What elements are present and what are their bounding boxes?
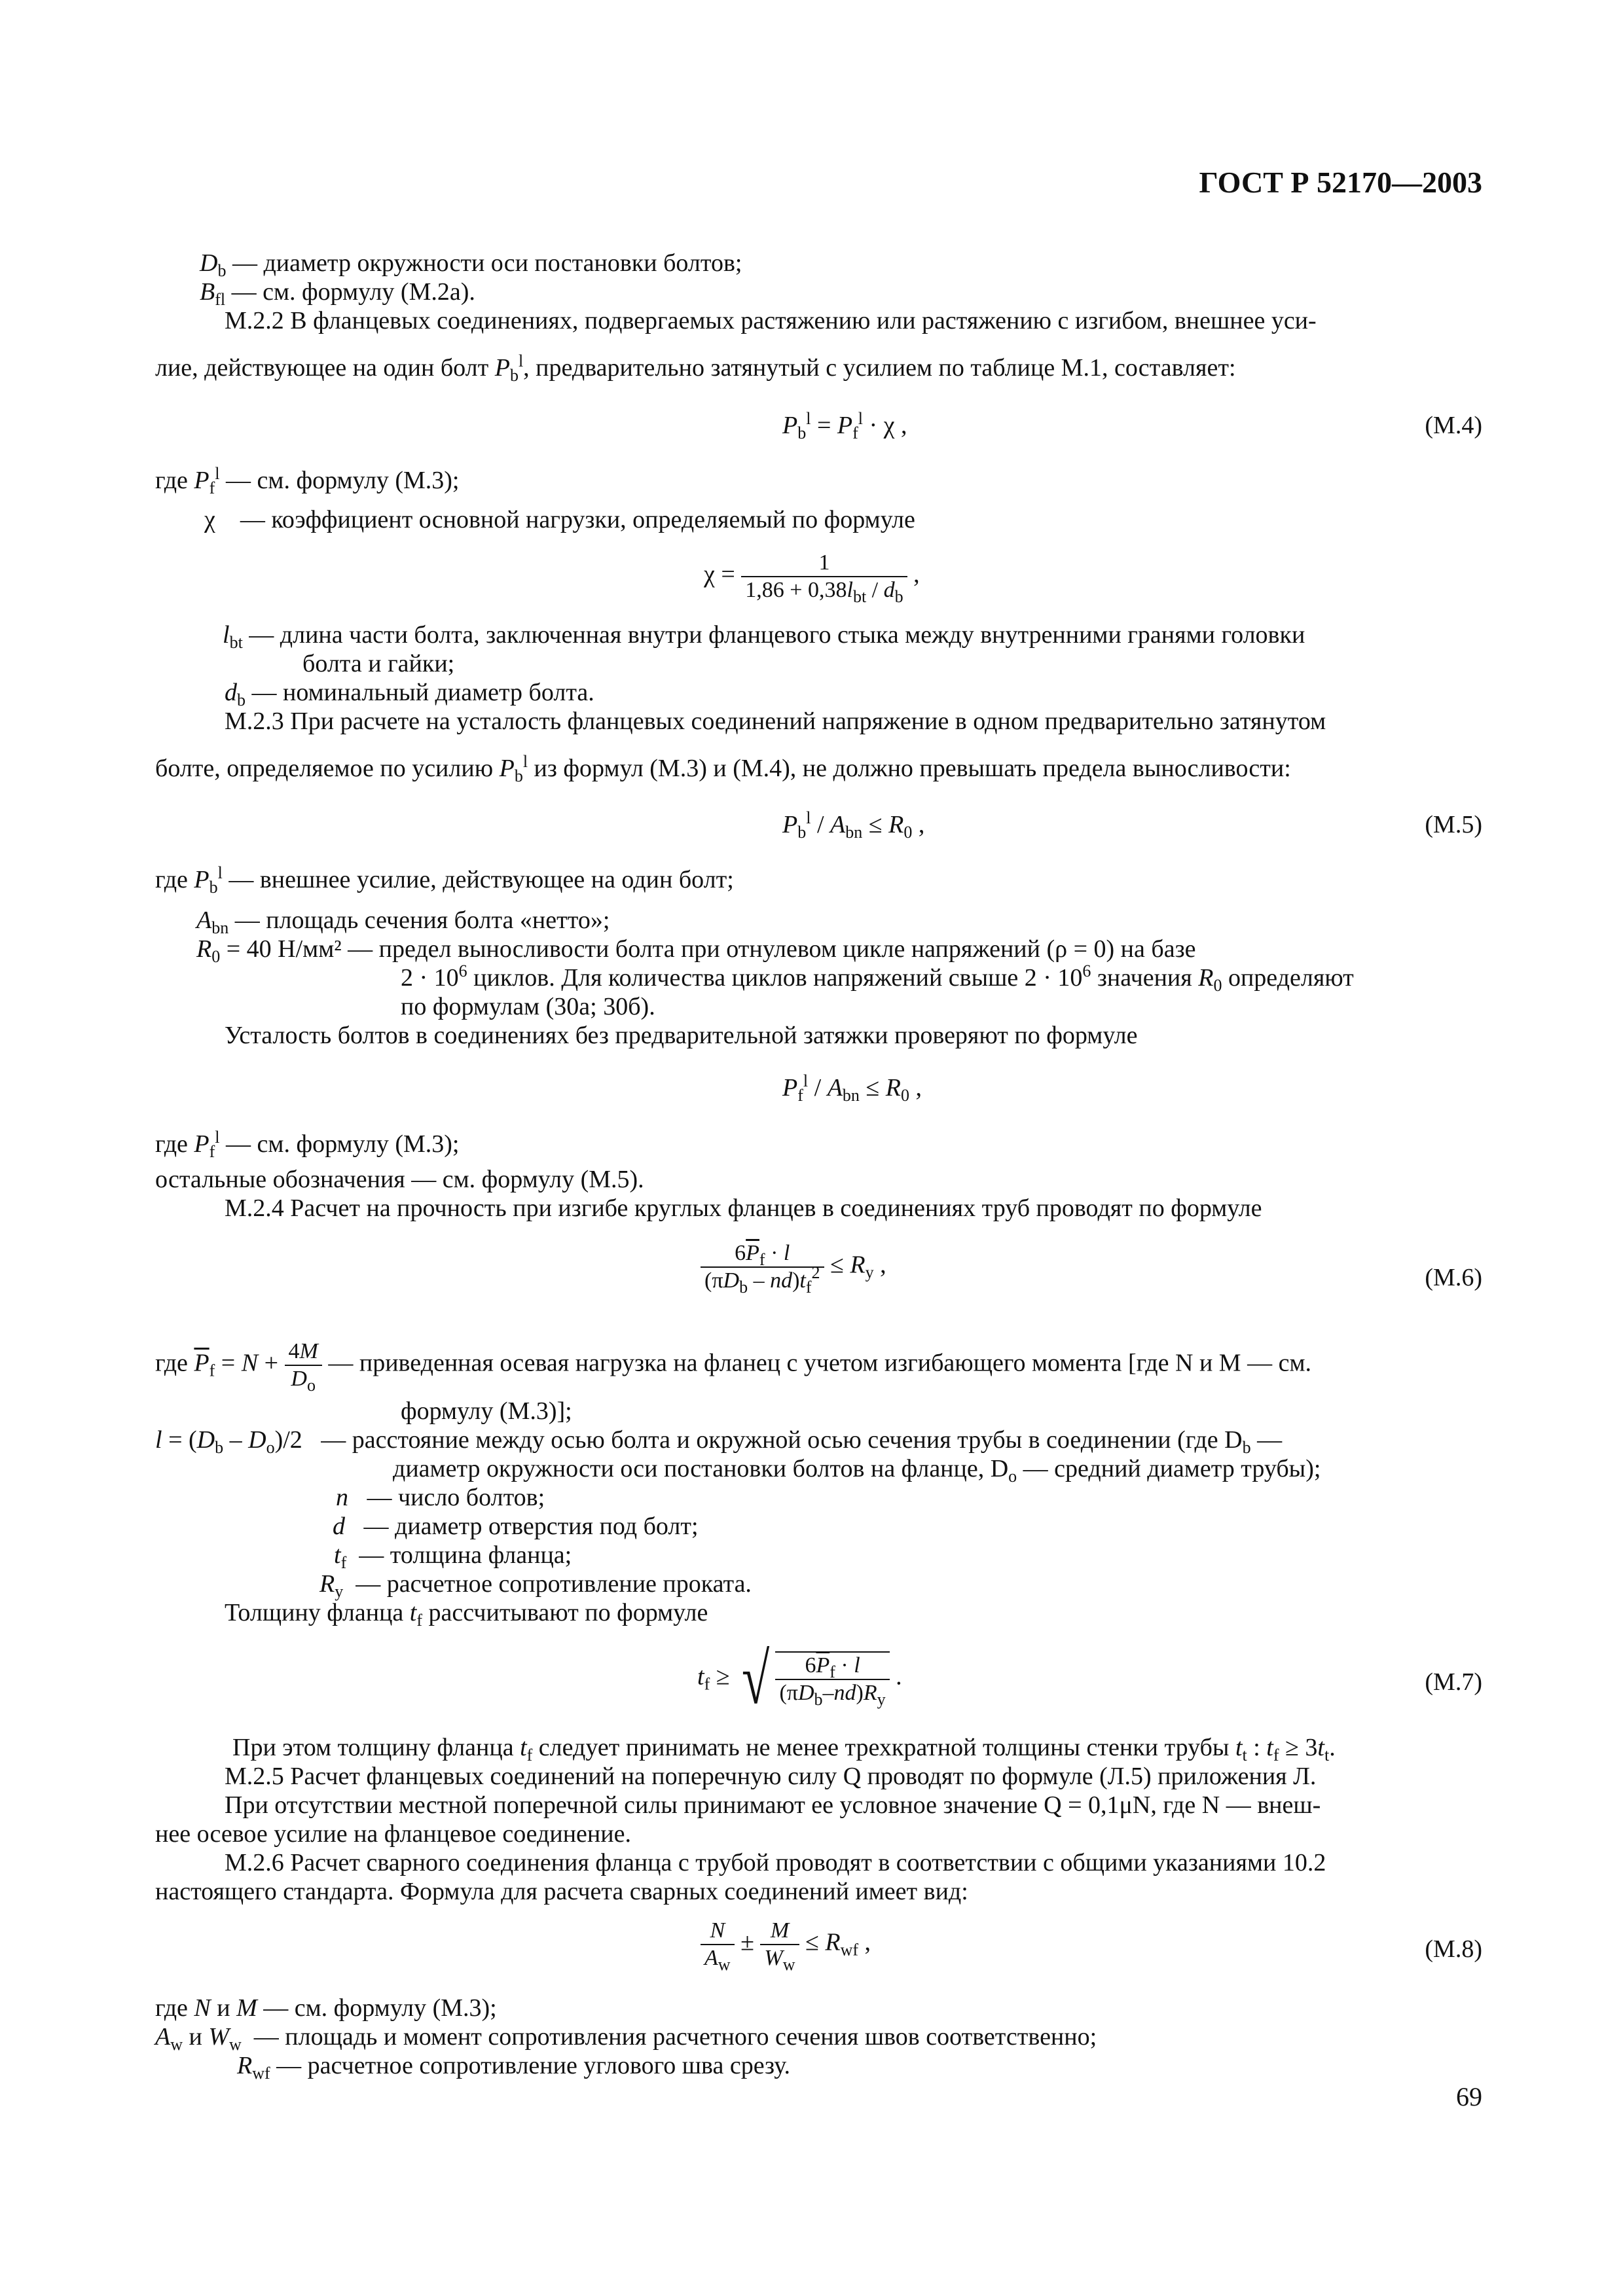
fatigue-text: Усталость болтов в соединениях без предварительной затяжки проверяют по формуле xyxy=(225,1022,1138,1049)
page-number: 69 xyxy=(1456,2082,1482,2111)
def-pf-2: где $P_f^l$ — см. формулу (М.3); xyxy=(155,1128,460,1161)
def-lbt: $l_{bt}$ — длина части болта, заключенная внутри фланцевого стыка между внутренними гранями головки xyxy=(223,621,1305,652)
eq-number-m8: (М.8) xyxy=(1425,1935,1482,1963)
clause-m25: М.2.5 Расчет фланцевых соединений на поперечную силу Q проводят по формуле (Л.5) приложения Л. xyxy=(225,1763,1317,1790)
def-n: n — число болтов; xyxy=(336,1484,545,1511)
def-ry: $R_y$ — расчетное сопротивление проката. xyxy=(319,1570,752,1601)
tf-calc-text: Толщину фланца $t_f$ рассчитывают по формуле xyxy=(225,1599,708,1630)
clause-m23-line1: М.2.3 При расчете на усталость фланцевых соединений напряжение в одном предварительно затянутом xyxy=(225,708,1326,735)
def-chi: χ — коэффициент основной нагрузки, определяемый по формуле xyxy=(204,506,915,533)
formula-fatigue: $P_f^l / A_{bn} \le R_0$ , xyxy=(782,1071,922,1105)
def-r0-cont2: по формулам (30а; 30б). xyxy=(401,993,655,1020)
document-code: ГОСТ Р 52170—2003 xyxy=(1199,166,1482,199)
formula-m7: $t_f$ ≥ √ $\frac{6\overline{P}_f \cdot l}{(\pi D_b-nd)R_y}$ . xyxy=(697,1639,902,1719)
def-db-nominal: $d_b$ — номинальный диаметр болта. xyxy=(225,679,594,709)
def-d: d — диаметр отверстия под болт; xyxy=(333,1513,699,1540)
clause-m26-line2: настоящего стандарта. Формула для расчета сварных соединений имеет вид: xyxy=(155,1878,968,1905)
def-pf: где $P_f^l$ — см. формулу (М.3); xyxy=(155,464,460,497)
def-db: $D_b$ — диаметр окружности оси постановки болтов; xyxy=(200,249,742,280)
def-pb: где $P_b^l$ — внешнее усилие, действующее на один болт; xyxy=(155,863,734,897)
def-bfl: $B_{fl}$ — см. формулу (М.2а). xyxy=(200,278,475,309)
def-r0: $R_0 = 40$ Н/мм² — предел выносливости болта при отнулевом цикле напряжений (ρ = 0) на базе xyxy=(196,935,1196,966)
clause-m26-line1: М.2.6 Расчет сварного соединения фланца с трубой проводят в соответствии с общими указаниями 10.2 xyxy=(225,1849,1326,1876)
def-rwf: $R_{wf}$ — расчетное сопротивление углового шва срезу. xyxy=(237,2052,790,2083)
def-lbt-cont: болта и гайки; xyxy=(302,650,455,677)
clause-m22-line1: М.2.2 В фланцевых соединениях, подвергаемых растяжению или растяжению с изгибом, внешнее уси- xyxy=(225,307,1317,334)
shear-note-line1: При отсутствии местной поперечной силы принимают ее условное значение Q = 0,1μN, где N — внеш- xyxy=(225,1791,1321,1819)
eq-number-m5: (М.5) xyxy=(1425,811,1482,838)
clause-m24: М.2.4 Расчет на прочность при изгибе круглых фланцев в соединениях труб проводят по формуле xyxy=(225,1194,1262,1222)
formula-m4: $P_b^l = P_f^l \cdot \chi$ , xyxy=(782,409,907,442)
tf-min-note: При этом толщину фланца $t_f$ следует принимать не менее трехкратной толщины стенки трубы $t_t$ : $t_f \ge 3t_t$. xyxy=(232,1734,1336,1765)
formula-chi: χ = $\frac{1}{1,86 + 0,38l_{bt} / d_b}$ , xyxy=(704,550,920,606)
clause-m23-line2: болте, определяемое по усилию $P_b^l$ из формул (М.3) и (М.4), не должно превышать предела выносливости: xyxy=(155,752,1291,785)
def-r0-cont: $2 \cdot 10^6$ циклов. Для количества циклов напряжений свыше $2 \cdot 10^6$ значения $R_0$ определяют xyxy=(401,961,1354,995)
def-aw-ww: $A_w$ и $W_w$ — площадь и момент сопротивления расчетного сечения швов соответственно; xyxy=(155,2023,1097,2054)
shear-note-line2: нее осевое усилие на фланцевое соединение. xyxy=(155,1820,631,1848)
others-note: остальные обозначения — см. формулу (М.5). xyxy=(155,1166,644,1193)
def-pf-bar: где $\overline{P}_f = N$ + $\frac{4M}{D_o}$ — приведенная осевая нагрузка на фланец с учетом изгибающего момента [где N и M — см. xyxy=(155,1339,1311,1395)
formula-m5: $P_b^l / A_{bn} \le R_0$ , xyxy=(782,808,925,842)
def-l-cont: диаметр окружности оси постановки болтов на фланце, $D_o$ — средний диаметр трубы); xyxy=(393,1455,1321,1486)
clause-m22-line2: лие, действующее на один болт $P_b^l$, предварительно затянутый с усилием по таблице М.1, составляет: xyxy=(155,351,1236,385)
formula-m8: $\frac{N}{A_w}$ ± $\frac{M}{W_w}$ ≤ $R_{wf}$ , xyxy=(701,1918,871,1971)
formula-m6: $\frac{6\overline{P}_f \cdot l}{(\pi D_b - nd)t_f^2}$ ≤ $R_y$ , xyxy=(701,1240,886,1294)
eq-number-m6: (М.6) xyxy=(1425,1264,1482,1291)
eq-number-m7: (М.7) xyxy=(1425,1668,1482,1696)
def-tf: $t_f$ — толщина фланца; xyxy=(334,1541,572,1572)
def-pf-bar-cont: формулу (М.3)]; xyxy=(401,1397,572,1425)
eq-number-m4: (М.4) xyxy=(1425,412,1482,439)
def-abn: $A_{bn}$ — площадь сечения болта «нетто»; xyxy=(196,906,610,937)
def-nm: где N и M — см. формулу (М.3); xyxy=(155,1994,497,2022)
def-l: $l = (D_b - D_o)/2$ — расстояние между осью болта и окружной осью сечения трубы в соединении (где $D_b$ — xyxy=(155,1426,1283,1457)
